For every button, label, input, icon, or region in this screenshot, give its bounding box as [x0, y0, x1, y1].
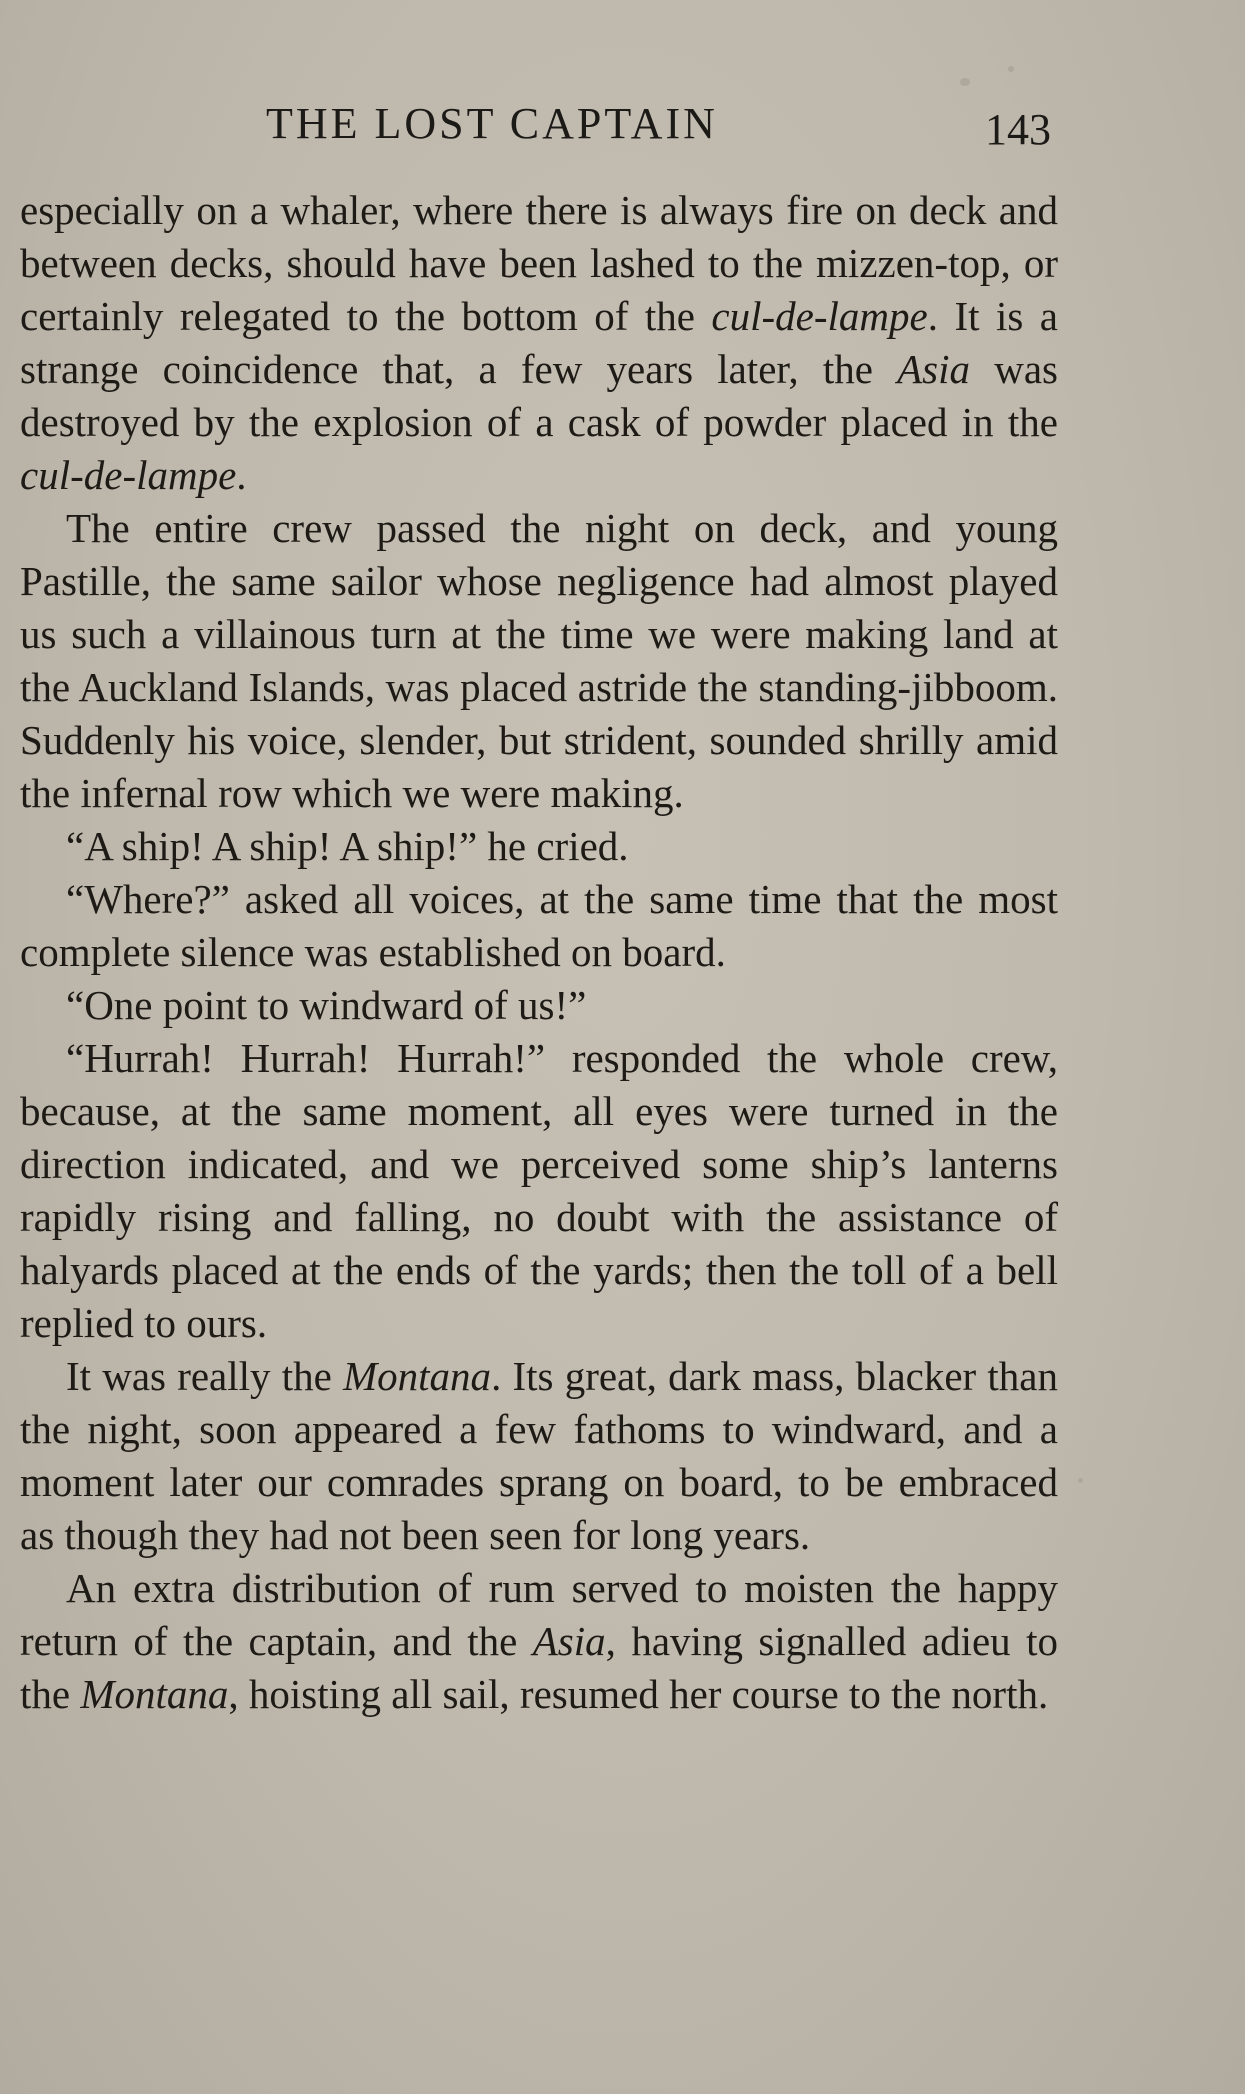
paragraph	[20, 502, 1058, 820]
italic-text: Asia	[532, 1618, 606, 1664]
page-number: 143	[985, 105, 1051, 154]
text-run: . It is a strange coincidence that, a few years later, the	[20, 293, 1059, 392]
text-run: “One point to windward of us!”	[66, 982, 587, 1028]
paragraph	[20, 1350, 1058, 1562]
italic-text: cul-de-lampe	[20, 452, 237, 498]
running-head-title: THE LOST CAPTAIN	[266, 99, 718, 148]
text-run: especially on a whaler, where there is always fire on deck and between decks, should have been lashed to the mizzen-top, or certainly relegated to the bottom of the	[20, 187, 1058, 339]
paragraph	[20, 979, 1058, 1032]
text-run: An extra distribution of rum served to moisten the happy return of the captain, and the	[20, 1565, 1058, 1664]
paragraph	[20, 1032, 1058, 1350]
text-run: , having signalled adieu to the	[20, 1618, 1058, 1717]
paragraph	[20, 1562, 1058, 1721]
paragraph	[20, 820, 1058, 873]
italic-text: Montana	[80, 1671, 229, 1717]
italic-text: cul-de-lampe	[711, 293, 928, 339]
paper-foxing-spot	[1008, 66, 1014, 72]
paper-foxing-spot	[1078, 1478, 1083, 1483]
text-run: It was really the	[66, 1353, 344, 1399]
body-text	[20, 184, 1058, 1721]
running-head	[0, 98, 1245, 158]
text-run: The entire crew passed the night on deck, and young Pastille, the same sailor whose negligence had almost played us such a villainous turn at the time we were making land at the Auckland Islands, was placed astride the standing-jibboom. Suddenly his voice, slender, but strident, sounded shrilly amid the infernal row which we were making.	[20, 505, 1058, 816]
text-run: . Its great, dark mass, blacker than the night, soon appeared a few fathoms to windward, and a moment later our comrades sprang on board, to be embraced as though they had not been seen for long years.	[20, 1353, 1058, 1558]
text-run: “A ship! A ship! A ship!” he cried.	[66, 823, 629, 869]
text-run: “Hurrah! Hurrah! Hurrah!” responded the whole crew, because, at the same moment, all eyes were turned in the direction indicated, and we perceived some ship’s lanterns rapidly rising and falling, no doubt with the assistance of halyards placed at the ends of the yards; then the toll of a bell replied to ours.	[20, 1035, 1058, 1346]
paragraph	[20, 873, 1058, 979]
paragraph	[20, 184, 1058, 502]
italic-text: Montana	[343, 1353, 492, 1399]
paper-foxing-spot	[960, 78, 970, 86]
text-run: .	[236, 452, 247, 498]
italic-text: Asia	[897, 346, 971, 392]
text-run: , hoisting all sail, resumed her course to the north.	[228, 1671, 1049, 1717]
text-run: “Where?” asked all voices, at the same time that the most complete silence was established on board.	[20, 876, 1058, 975]
text-run: was destroyed by the explosion of a cask of powder placed in the	[20, 346, 1059, 445]
